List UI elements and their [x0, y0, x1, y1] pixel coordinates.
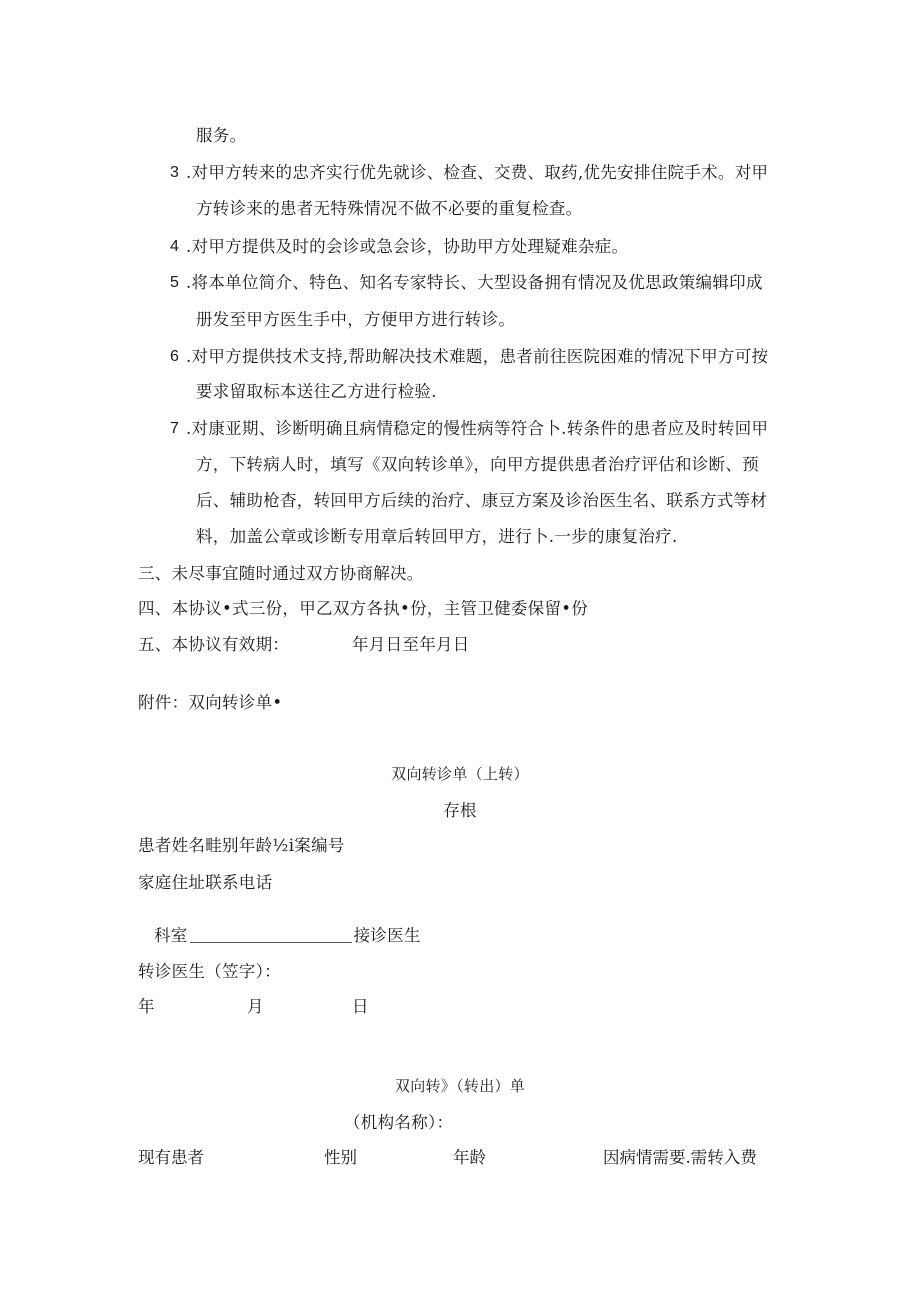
item-3-line-2: 方转诊来的患者无特殊情况不做不必要的重复检查。 [196, 199, 583, 218]
form-down-title: 双向转》（转出）单 [394, 1077, 526, 1095]
form-up-sign-label: 转诊医生（笠字）： [138, 962, 281, 981]
attachment-label: 附件：双向转诊单• [138, 693, 283, 712]
form-down-reason-label: 因病情需要.需转入费 [603, 1148, 757, 1167]
item-4-line-1: .对甲方提供及时的会诊或急会诊，协助甲方处理疑难杂症。 [186, 237, 629, 256]
form-down-gender-label: 性别 [324, 1148, 357, 1167]
form-down-org-label: （机构名称）： [344, 1113, 454, 1132]
item-5-line-1: .将本单位简介、特色、知名专家特长、大型设备拥有情况及优思政策编辑印成 [186, 273, 763, 292]
item-7-line-2: 方，下转病人时，填写《双向转诊单》，向甲方提供患者治疗评估和诊断、预 [196, 455, 759, 474]
form-up-dept-row [154, 925, 421, 947]
dept-label: 科室 [154, 926, 188, 945]
doctor-label: 接诊医生 [353, 926, 421, 945]
form-up-year: 年 [138, 997, 155, 1016]
item-6-line-2: 要求留取标本送往乙方进行检验. [196, 382, 437, 401]
item-3-line-1: .对甲方转来的忠齐实行优先就诊、检查、交费、取药,优先安排住院手术。对甲 [186, 163, 769, 182]
clause-3: 三、未尽事宜随时通过双方协商解决。 [138, 564, 424, 583]
item-2-continuation: 服务。 [196, 126, 247, 145]
clause-5-dates: 年月日至年月日 [352, 635, 470, 654]
item-7-number: 7 [170, 420, 179, 437]
item-7-line-3: 后、辅助枪杳，转回甲方后续的治疗、康豆方案及诊治医生名、联系方式等材 [196, 491, 768, 510]
item-7-line-4: 料，加盖公章或诊断专用章后转回甲方，进行卜.一步的康复治疗. [196, 527, 678, 546]
form-up-month: 月 [247, 997, 264, 1016]
form-up-subtitle: 存根 [443, 801, 477, 820]
item-4-number: 4 [170, 238, 179, 255]
clause-4: 四、本协议•式三份，甲乙双方各执•份，主管卫健委保留•份 [138, 599, 589, 618]
form-up-address-line: 家庭住址联系电话 [138, 873, 273, 892]
form-down-age-label: 年龄 [453, 1148, 486, 1167]
dept-blank-field[interactable] [190, 926, 352, 943]
clause-5-label: 五、本协议有效期： [138, 635, 290, 654]
item-7-line-1: .对康亚期、诊断明确且病情稳定的慢性病等符合卜.转条件的患者应及时转回甲 [186, 419, 769, 438]
form-up-day: 日 [352, 997, 369, 1016]
item-6-line-1: .对甲方提供技术支持,帮助解决技术难题，患者前往医院困难的情况下甲方可按 [186, 347, 769, 366]
item-6-number: 6 [170, 348, 179, 365]
form-up-title: 双向转诊单（上转） [391, 765, 529, 783]
item-3-number: 3 [170, 164, 179, 181]
item-5-line-2: 册发至甲方医生手中，方便甲方进行转诊。 [196, 310, 516, 329]
form-up-patient-line: 患者姓名畦别年龄½i案编号 [138, 836, 345, 855]
form-down-patient-label: 现有患者 [138, 1148, 204, 1167]
item-5-number: 5 [170, 274, 179, 291]
